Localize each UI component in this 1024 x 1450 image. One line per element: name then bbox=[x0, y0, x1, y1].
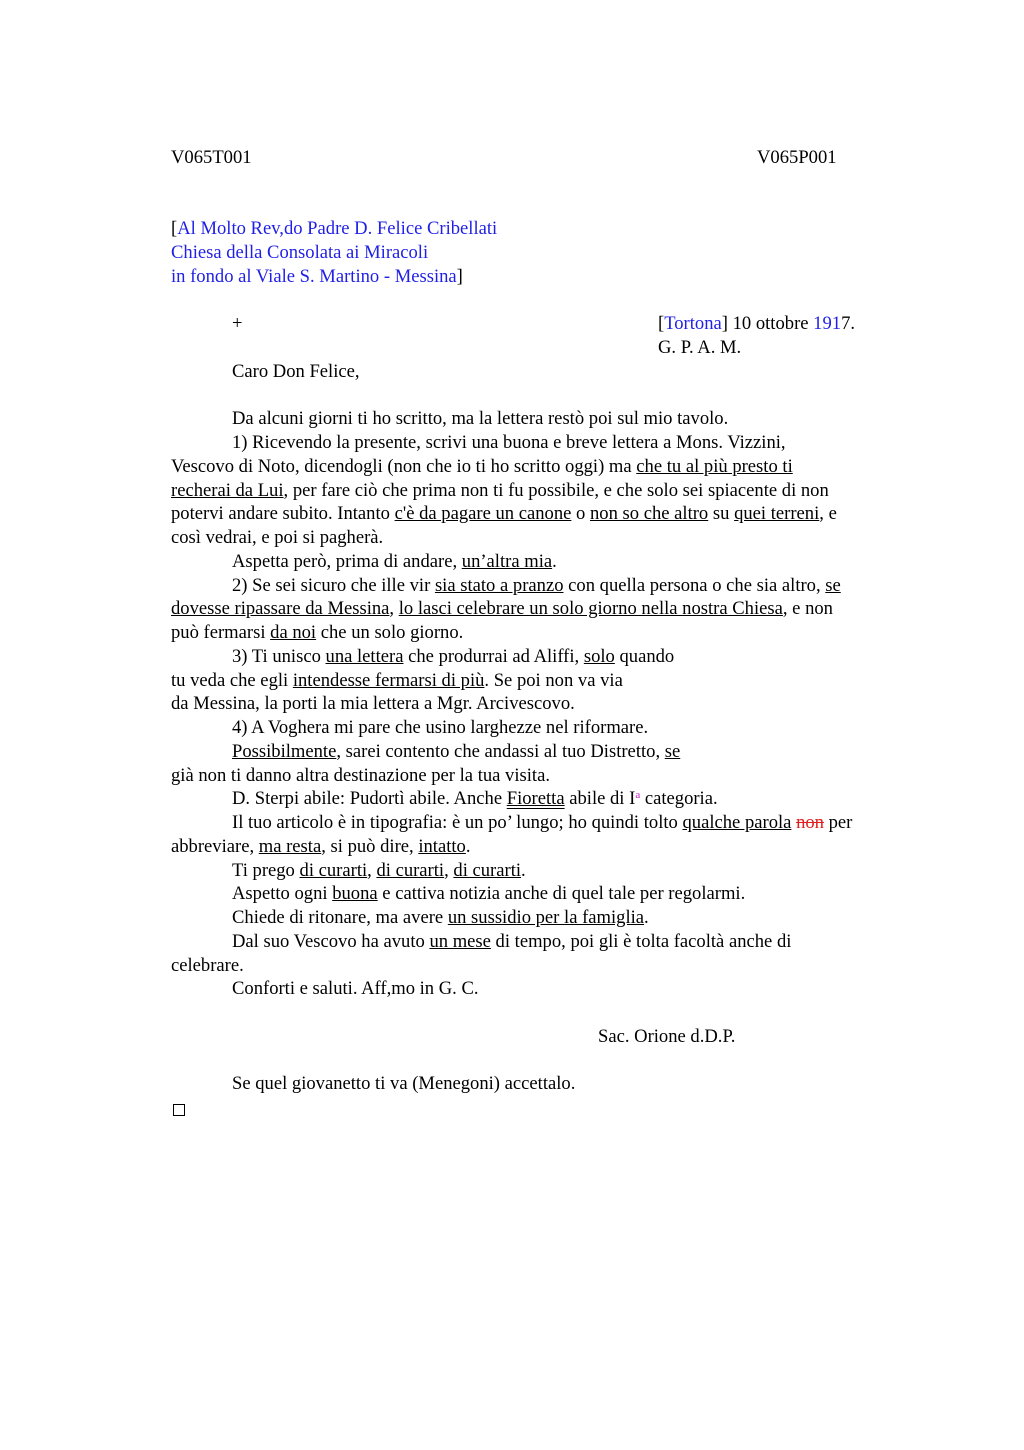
body-line-9: dovesse ripassare da Messina, lo lasci celebrare un solo giorno nella nostra Chiesa, e non bbox=[171, 598, 833, 619]
body-line-16: già non ti danno altra destinazione per la tua visita. bbox=[171, 765, 550, 786]
body-line-17: D. Sterpi abile: Pudortì abile. Anche Fioretta abile di $I^a$ categoria. bbox=[232, 788, 718, 809]
struck-word: non bbox=[796, 812, 824, 833]
bracket-open: [ bbox=[171, 218, 178, 239]
body-line-18: Il tuo articolo è in tipografia: è un po’ lungo; ho quindi tolto qualche parola non per bbox=[232, 812, 853, 833]
body-line-13: da Messina, la porti la mia lettera a Mgr. Arcivescovo. bbox=[171, 693, 575, 714]
body-line-20: Ti prego di curarti, di curarti, di curarti. bbox=[232, 860, 526, 881]
body-line-1: Da alcuni giorni ti ho scritto, ma la lettera restò poi sul mio tavolo. bbox=[232, 408, 729, 429]
body-line-6: così vedrai, e poi si pagherà. bbox=[171, 527, 384, 548]
motto: G. P. A. M. bbox=[658, 337, 742, 358]
body-line-8: 2) Se sei sicuro che ille vir sia stato a pranzo con quella persona o che sia altro, se bbox=[232, 575, 841, 596]
body-line-19: abbreviare, ma resta, si può dire, intatto. bbox=[171, 836, 471, 857]
document-code-left: V065T001 bbox=[171, 147, 252, 168]
address-line-3 bbox=[171, 268, 463, 287]
body-line-12: tu veda che egli intendesse fermarsi di più. Se poi non va via bbox=[171, 670, 623, 691]
body-line-23: Dal suo Vescovo ha avuto un mese di tempo, poi gli è tolta facoltà anche di bbox=[232, 931, 792, 952]
body-line-14: 4) A Voghera mi pare che usino larghezze nel riformare. bbox=[232, 717, 649, 738]
body-line-2: 1) Ricevendo la presente, scrivi una buona e breve lettera a Mons. Vizzini, bbox=[232, 432, 786, 453]
body-line-3: Vescovo di Noto, dicendogli (non che io ti ho scritto oggi) ma che tu al più presto ti bbox=[171, 456, 793, 477]
bracket-close: ] bbox=[456, 266, 463, 287]
body-line-22: Chiede di ritonare, ma avere un sussidio per la famiglia. bbox=[232, 907, 649, 928]
address-line-1 bbox=[171, 220, 497, 239]
body-line-11: 3) Ti unisco una lettera che produrrai ad Aliffi, solo quando bbox=[232, 646, 675, 667]
body-line-24: celebrare. bbox=[171, 955, 244, 976]
address-line-2: Chiesa della Consolata ai Miracoli bbox=[171, 242, 429, 263]
salutation: Caro Don Felice, bbox=[232, 361, 360, 382]
signature: Sac. Orione d.D.P. bbox=[598, 1026, 736, 1047]
address-street: in fondo al Viale S. Martino - Messina bbox=[171, 266, 457, 287]
place-name: Tortona bbox=[664, 313, 722, 334]
body-line-15: Possibilmente, sarei contento che andassi al tuo Distretto, se bbox=[232, 741, 681, 762]
postscript: Se quel giovanetto ti va (Menegoni) accettalo. bbox=[232, 1073, 576, 1094]
cross-mark: + bbox=[232, 313, 243, 334]
body-line-5: potervi andare subito. Intanto c'è da pagare un canone o non so che altro su quei terreni, e bbox=[171, 503, 837, 524]
body-line-7: Aspetta però, prima di andare, un’altra mia. bbox=[232, 551, 557, 572]
body-line-4: recherai da Lui, per fare ciò che prima non ti fu possibile, e che solo sei spiacente di non bbox=[171, 480, 829, 501]
empty-square-icon bbox=[173, 1102, 185, 1121]
document-code-right: V065P001 bbox=[757, 147, 837, 168]
body-line-10: può fermarsi da noi che un solo giorno. bbox=[171, 622, 464, 643]
address-recipient: Al Molto Rev,do Padre D. Felice Cribellati bbox=[177, 218, 498, 239]
body-line-25: Conforti e saluti. Aff,mo in G. C. bbox=[232, 978, 479, 999]
date-line: [Tortona] 10 ottobre 1917. bbox=[658, 313, 856, 334]
body-line-21: Aspetto ogni buona e cattiva notizia anche di quel tale per regolarmi. bbox=[232, 883, 746, 904]
